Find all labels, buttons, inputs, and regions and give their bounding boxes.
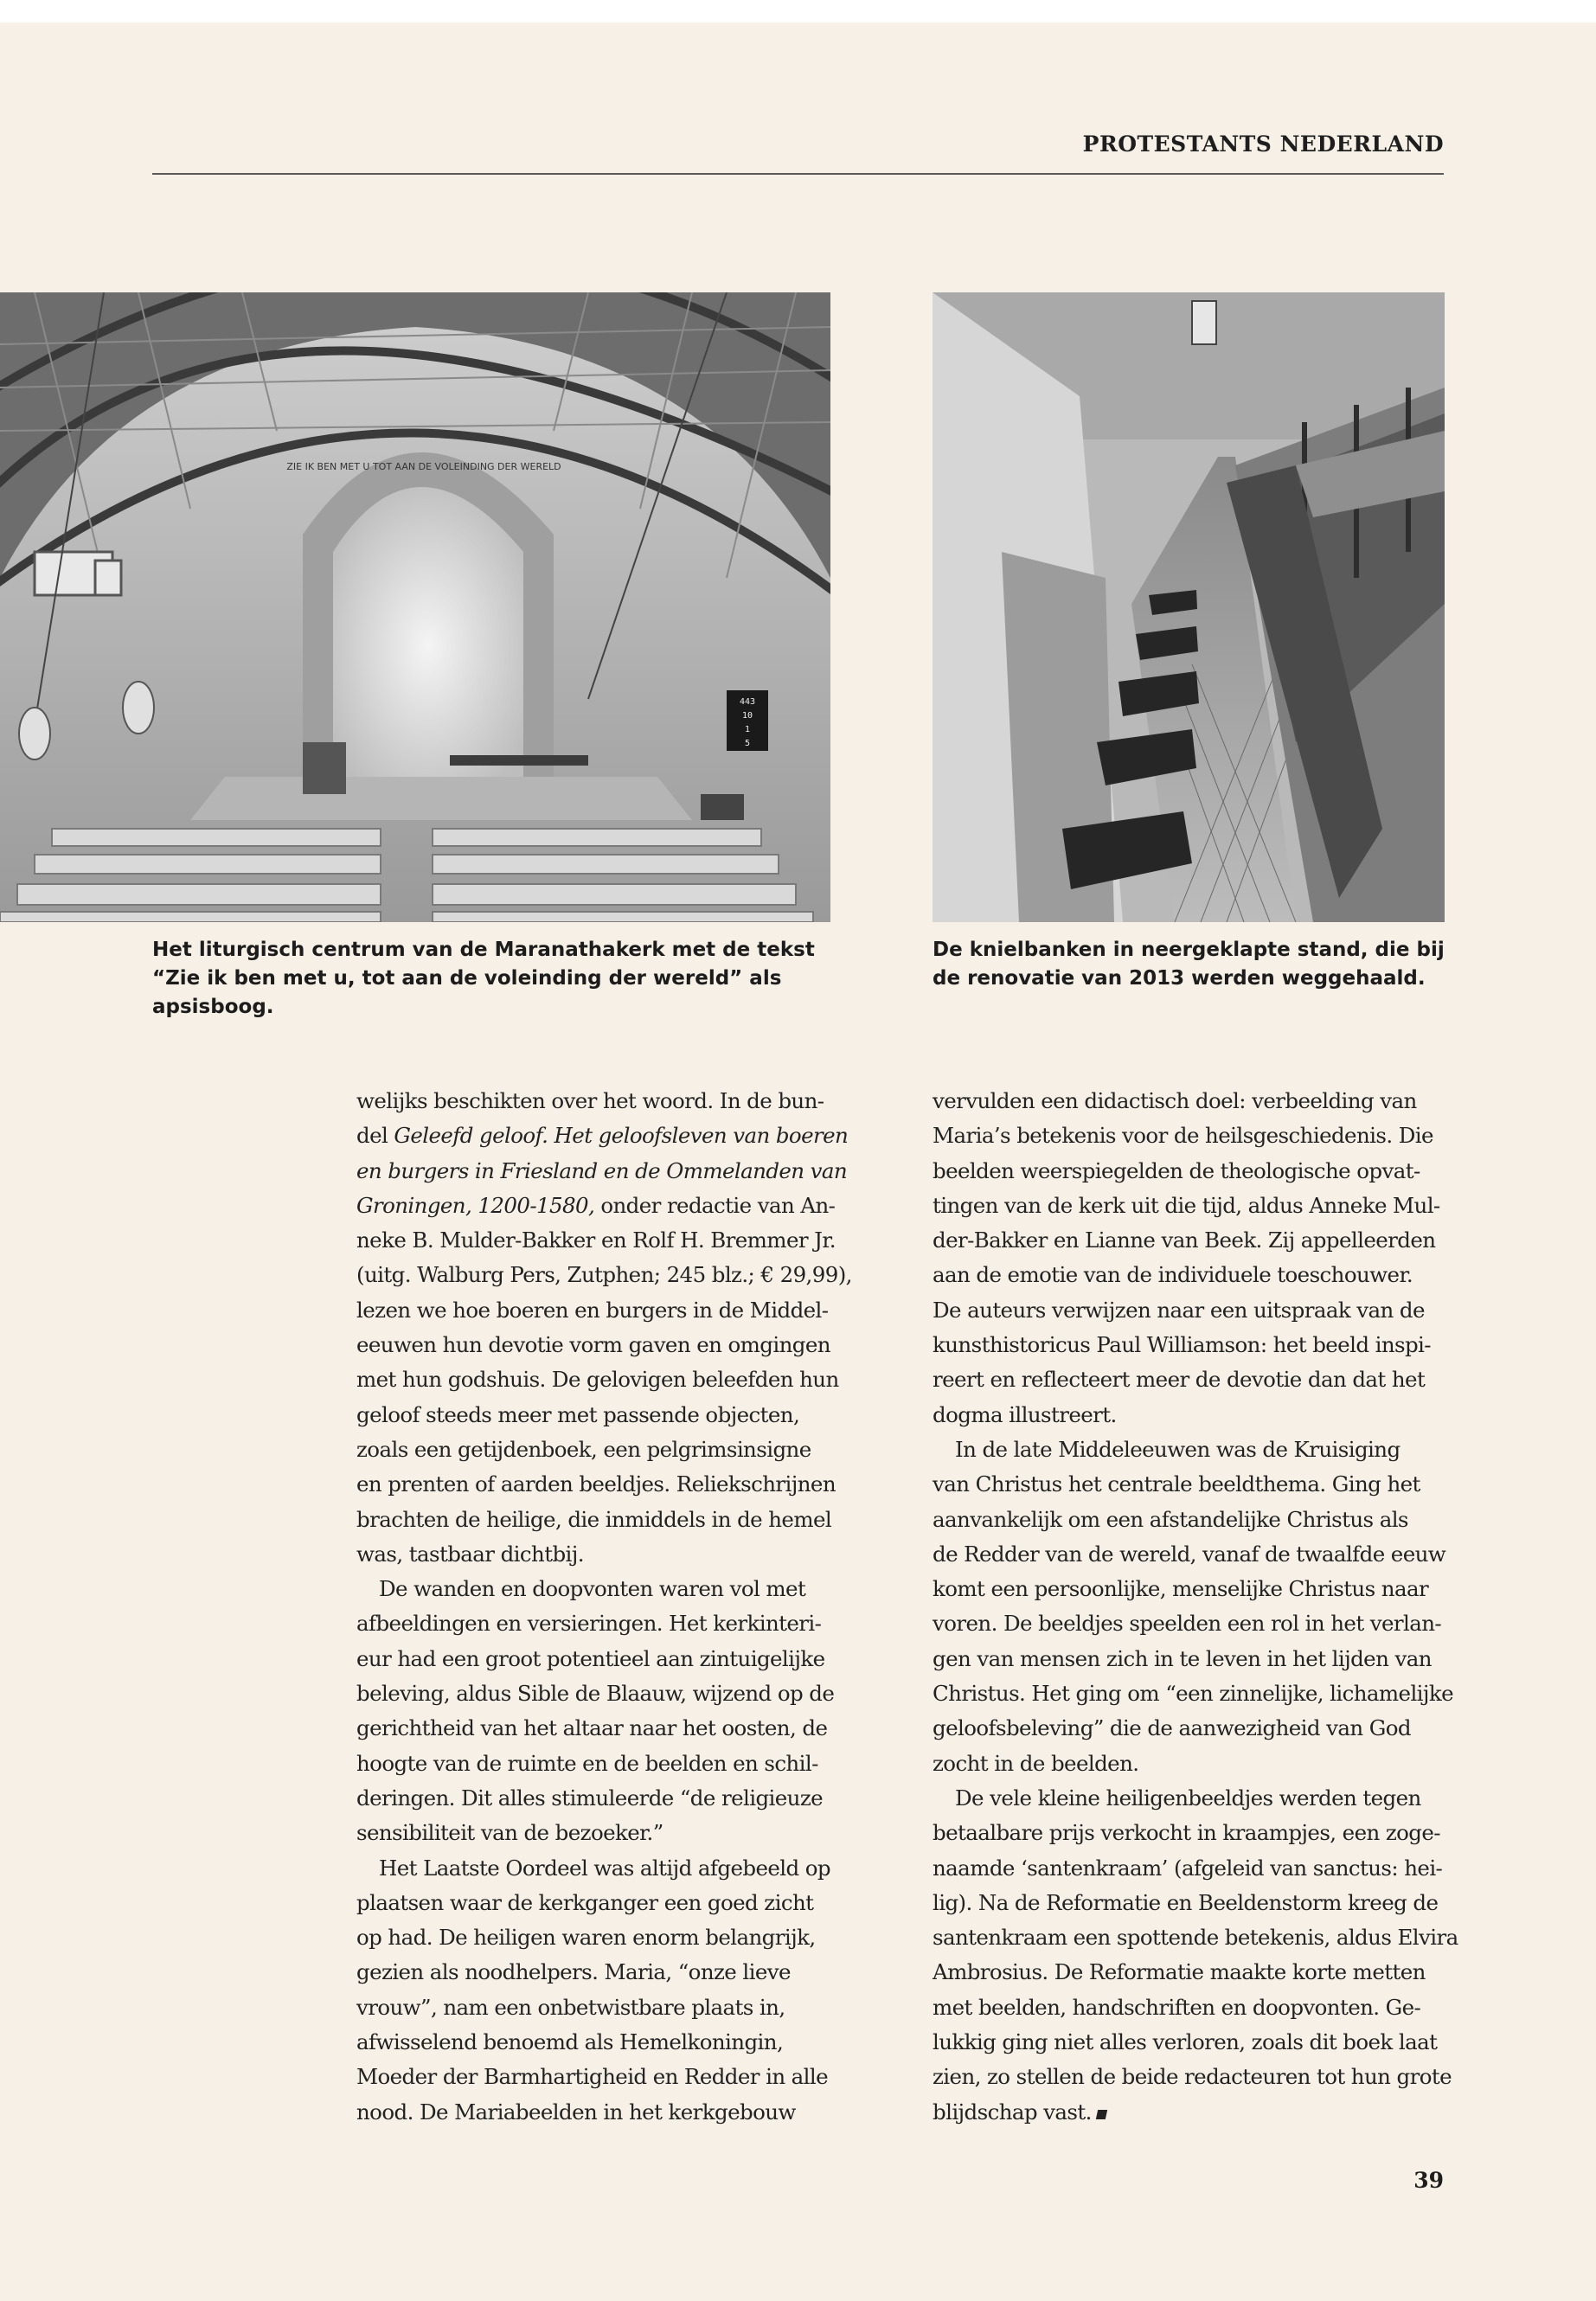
article-text: komt een persoonlijke, menselijke Christus naar	[933, 1576, 1429, 1602]
article-text: aanvankelijk om een afstandelijke Christus als	[933, 1506, 1408, 1532]
article-line	[356, 1990, 841, 2025]
article-line	[933, 1711, 1452, 1746]
article-line	[356, 1398, 841, 1433]
article-text: dogma illustreert.	[933, 1401, 1117, 1427]
article-line	[356, 1642, 841, 1676]
church-interior-image	[0, 292, 830, 922]
article-text: beelden weerspiegelden de theologische opvat-	[933, 1157, 1420, 1183]
article-line	[356, 1676, 841, 1711]
article-line	[356, 1467, 841, 1502]
article-line	[933, 1503, 1452, 1537]
article-line	[356, 1537, 841, 1572]
article-text: Het Laatste Oordeel was altijd afgebeeld op	[379, 1855, 830, 1881]
book-title-italic: Groningen, 1200-1580,	[356, 1192, 595, 1218]
article-line	[356, 2025, 841, 2060]
article-text: eeuwen hun devotie vorm gaven en omgingen	[356, 1332, 830, 1358]
article-line	[933, 1606, 1452, 1641]
article-line	[356, 1189, 841, 1223]
header-rule	[152, 173, 1444, 175]
article-text: Maria’s betekenis voor de heilsgeschiedenis. Die	[933, 1123, 1433, 1149]
article-text: der-Bakker en Lianne van Beek. Zij appelleerden	[933, 1227, 1436, 1253]
article-line	[356, 2060, 841, 2094]
hymn-board-line-1: 443	[739, 697, 756, 707]
article-line	[933, 1676, 1452, 1711]
article-line	[933, 1990, 1452, 2025]
article-line	[933, 1572, 1452, 1606]
article-text: van Christus het centrale beeldthema. Ging het	[933, 1471, 1420, 1497]
article-line	[933, 1537, 1452, 1572]
article-text: tingen van de kerk uit die tijd, aldus Anneke Mul-	[933, 1192, 1440, 1218]
article-line	[933, 1747, 1452, 1781]
article-line	[933, 2060, 1452, 2094]
article-text: plaatsen waar de kerkganger een goed zicht	[356, 1889, 814, 1915]
article-line	[933, 1467, 1452, 1502]
article-line	[356, 1781, 841, 1816]
article-text: del	[356, 1123, 394, 1149]
article-text: eur had een groot potentieel aan zintuigelijke	[356, 1645, 825, 1671]
article-text: reert en reflecteert meer de devotie dan dat het	[933, 1367, 1426, 1393]
article-text: nood. De Mariabeelden in het kerkgebouw	[356, 2099, 796, 2125]
article-line	[356, 1747, 841, 1781]
article-line	[933, 1433, 1452, 1467]
hymn-board-line-4: 5	[744, 739, 751, 748]
article-line	[356, 1920, 841, 1955]
article-line	[933, 1362, 1452, 1397]
article-text: blijdschap vast.	[933, 2099, 1092, 2125]
article-line	[933, 1851, 1452, 1886]
article-text: en prenten of aarden beeldjes. Reliekschrijnen	[356, 1471, 836, 1497]
article-text: met beelden, handschriften en doopvonten. Ge-	[933, 1994, 1421, 2020]
section-header: PROTESTANTS NEDERLAND	[1082, 131, 1444, 157]
article-text: brachten de heilige, die inmiddels in de hemel	[356, 1506, 832, 1532]
article-line	[356, 1362, 841, 1397]
article-line	[356, 1851, 841, 1886]
left-photo-caption: Het liturgisch centrum van de Maranathakerk met de tekst “Zie ik ben met u, tot aan de voleinding der wereld” als apsisboog.	[152, 939, 815, 1018]
article-text: (uitg. Walburg Pers, Zutphen; 245 blz.; € 29,99),	[356, 1262, 852, 1288]
article-line	[933, 1154, 1452, 1189]
arch-inscription: ZIE IK BEN MET U TOT AAN DE VOLEINDING DER WERELD	[286, 461, 561, 472]
article-text: de Redder van de wereld, vanaf de twaalfde eeuw	[933, 1541, 1446, 1567]
article-line	[933, 1223, 1452, 1258]
article-line	[933, 1293, 1452, 1328]
article-column-right	[933, 1084, 1458, 2130]
article-text: beleving, aldus Sible de Blaauw, wijzend op de	[356, 1681, 835, 1707]
article-line	[356, 1606, 841, 1641]
article-text: gerichtheid van het altaar naar het oosten, de	[356, 1715, 828, 1741]
article-text: geloofsbeleving” die de aanwezigheid van God	[933, 1715, 1411, 1741]
article-line	[933, 2095, 1452, 2130]
article-text: geloof steeds meer met passende objecten,	[356, 1401, 800, 1427]
article-text: vervulden een didactisch doel: verbeelding van	[933, 1088, 1417, 1113]
article-text: Moeder der Barmhartigheid en Redder in alle	[356, 2064, 829, 2090]
article-line	[356, 1816, 841, 1850]
article-line	[356, 1154, 848, 1189]
article-line	[356, 1223, 841, 1258]
magazine-page	[0, 22, 1596, 2301]
article-text: Christus. Het ging om “een zinnelijke, lichamelijke	[933, 1681, 1454, 1707]
article-line	[356, 1258, 852, 1292]
article-line	[933, 2025, 1452, 2060]
article-text: naamde ‘santenkraam’ (afgeleid van sanctus: hei-	[933, 1855, 1443, 1881]
article-line	[933, 1328, 1452, 1362]
church-interior-photo	[0, 292, 830, 922]
right-photo-caption: De knielbanken in neergeklapte stand, die bij de renovatie van 2013 werden weggehaald.	[933, 939, 1445, 990]
article-text: afwisselend benoemd als Hemelkoningin,	[356, 2029, 784, 2055]
article-text: deringen. Dit alles stimuleerde “de religieuze	[356, 1785, 824, 1811]
article-line	[356, 1711, 841, 1746]
article-line	[356, 1433, 841, 1467]
article-line	[933, 1955, 1452, 1990]
article-line	[356, 1886, 841, 1920]
article-text: met hun godshuis. De gelovigen beleefden hun	[356, 1367, 839, 1393]
article-line	[933, 1781, 1452, 1816]
article-line	[356, 1293, 841, 1328]
article-text: santenkraam een spottende betekenis, aldus Elvira	[933, 1925, 1458, 1951]
article-line	[356, 1503, 841, 1537]
article-line	[356, 1955, 841, 1990]
article-text: hoogte van de ruimte en de beelden en schil-	[356, 1750, 818, 1776]
article-text: gezien als noodhelpers. Maria, “onze lieve	[356, 1959, 791, 1985]
article-text: De wanden en doopvonten waren vol met	[379, 1576, 806, 1602]
article-text: op had. De heiligen waren enorm belangrijk,	[356, 1925, 816, 1951]
article-text: onder redactie van An-	[594, 1192, 836, 1218]
kneeling-benches-image	[933, 292, 1445, 922]
hymn-board-line-3: 1	[744, 725, 751, 734]
book-title-italic: Geleefd geloof. Het geloofsleven van boeren	[394, 1123, 849, 1149]
article-text: welijks beschikten over het woord. In de bun-	[356, 1088, 824, 1113]
article-line	[933, 1258, 1452, 1292]
book-title-italic: en burgers in Friesland en de Ommelanden van	[356, 1157, 848, 1183]
article-text: vrouw”, nam een onbetwistbare plaats in,	[356, 1994, 785, 2020]
article-text: neke B. Mulder-Bakker en Rolf H. Bremmer Jr.	[356, 1227, 836, 1253]
article-text: zoals een getijdenboek, een pelgrimsinsigne	[356, 1436, 811, 1462]
article-line	[933, 1642, 1452, 1676]
end-of-article-mark	[1096, 2110, 1107, 2119]
article-line	[933, 1816, 1452, 1850]
article-text: lig). Na de Reformatie en Beeldenstorm kreeg de	[933, 1889, 1439, 1915]
article-text: lezen we hoe boeren en burgers in de Middel-	[356, 1297, 829, 1323]
article-line	[933, 1920, 1458, 1955]
article-text: kunsthistoricus Paul Williamson: het beeld inspi-	[933, 1332, 1431, 1358]
article-text: was, tastbaar dichtbij.	[356, 1541, 584, 1567]
article-text: gen van mensen zich in te leven in het lijden van	[933, 1645, 1432, 1671]
article-text: lukkig ging niet alles verloren, zoals dit boek laat	[933, 2029, 1438, 2055]
page-number: 39	[1413, 2168, 1444, 2193]
article-text: In de late Middeleeuwen was de Kruisiging	[955, 1436, 1401, 1462]
article-line	[933, 1398, 1452, 1433]
article-line	[356, 1118, 849, 1153]
article-text: aan de emotie van de individuele toeschouwer.	[933, 1262, 1413, 1288]
article-column-left	[356, 1084, 852, 2130]
article-line	[933, 1189, 1452, 1223]
article-text: zien, zo stellen de beide redacteuren tot hun grote	[933, 2064, 1452, 2090]
article-text: afbeeldingen en versieringen. Het kerkinteri-	[356, 1611, 822, 1637]
article-line	[933, 1886, 1452, 1920]
article-text: betaalbare prijs verkocht in kraampjes, een zoge-	[933, 1820, 1440, 1846]
article-text: Ambrosius. De Reformatie maakte korte metten	[933, 1959, 1426, 1985]
article-line	[933, 1084, 1452, 1118]
article-text: De vele kleine heiligenbeeldjes werden tegen	[955, 1785, 1421, 1811]
article-text: De auteurs verwijzen naar een uitspraak van de	[933, 1297, 1425, 1323]
article-line	[356, 1328, 841, 1362]
article-text: zocht in de beelden.	[933, 1750, 1139, 1776]
article-line	[356, 2095, 841, 2130]
article-line	[933, 1118, 1452, 1153]
article-text: sensibiliteit van de bezoeker.”	[356, 1820, 663, 1846]
kneeling-benches-photo	[933, 292, 1445, 922]
article-line	[356, 1084, 841, 1118]
hymn-board-line-2: 10	[741, 711, 753, 721]
article-text: voren. De beeldjes speelden een rol in het verlan-	[933, 1611, 1442, 1637]
article-line	[356, 1572, 841, 1606]
